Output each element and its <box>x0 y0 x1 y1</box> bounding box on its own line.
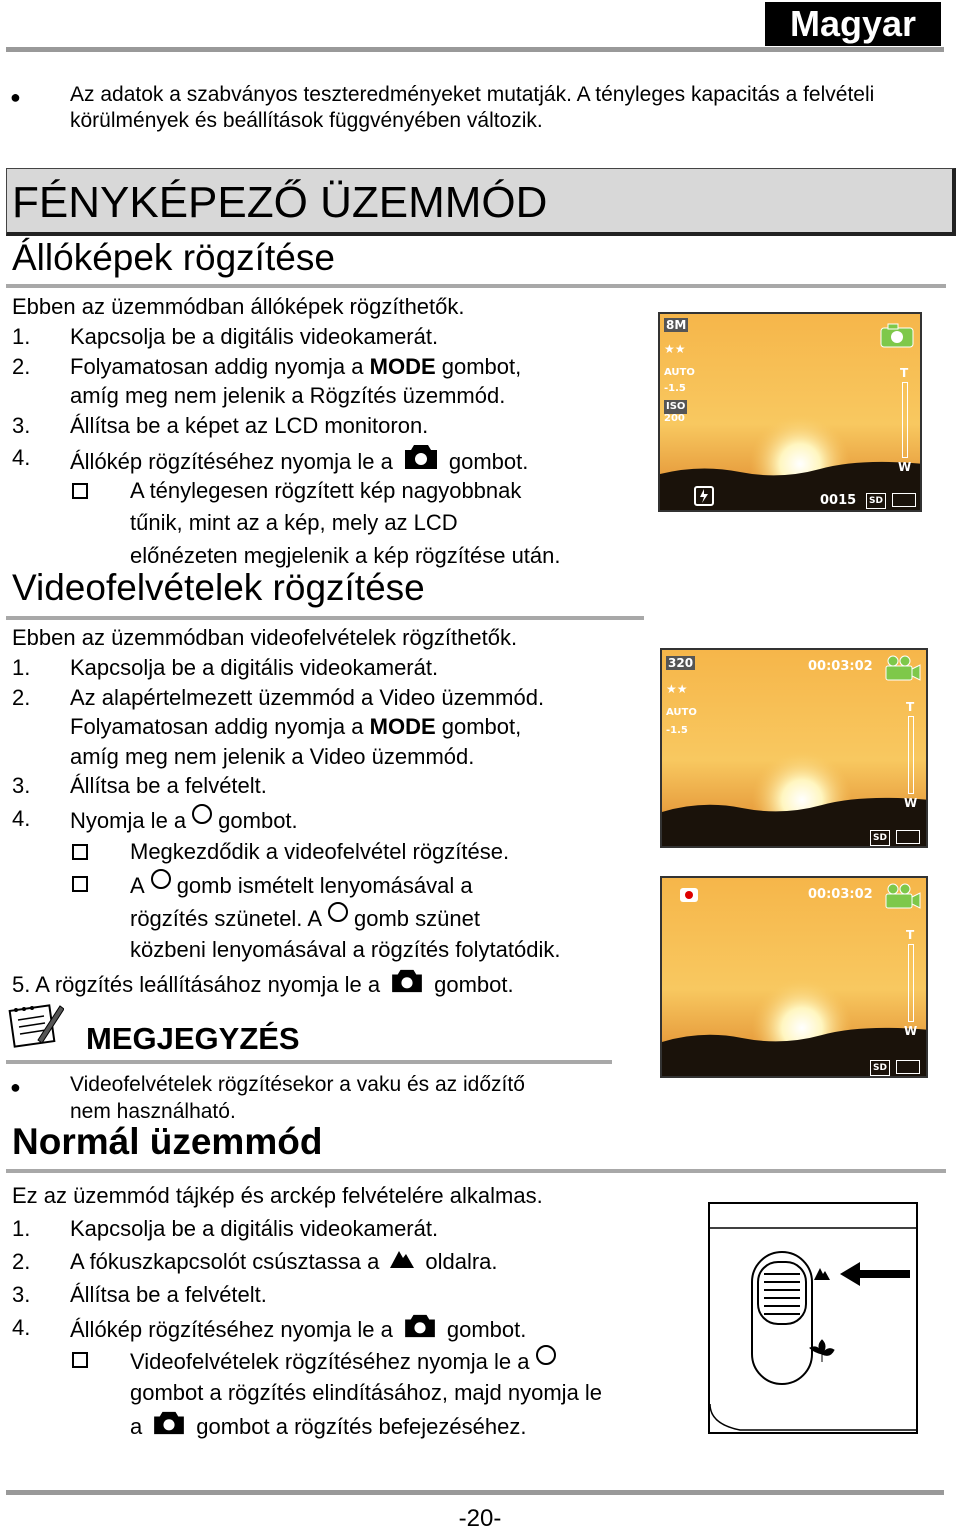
video-step2-line2: Folyamatosan addig nyomja a MODE gombot, <box>70 714 522 739</box>
normal-intro: Ez az üzemmód tájkép és arckép felvételére alkalmas. <box>12 1183 543 1208</box>
shot-counter: 0015 <box>820 493 857 508</box>
zoom-bar <box>908 944 914 1022</box>
zoom-bar <box>902 382 908 458</box>
flash-icon <box>694 486 714 506</box>
ev-indicator: -1.5 <box>666 725 688 736</box>
normal-note-line1: Videofelvételek rögzítéséhez nyomja le a <box>130 1345 562 1377</box>
record-indicator-icon <box>680 888 698 902</box>
sd-card-icon: SD <box>870 830 890 846</box>
camera-icon <box>152 1410 186 1444</box>
video-step2-line3: amíg meg nem jelenik a Video üzemmód. <box>70 744 475 769</box>
record-button-icon <box>192 804 212 824</box>
video-note1-box <box>72 837 88 867</box>
zoom-wide-label: W <box>898 460 912 474</box>
video-note2-box <box>72 869 88 899</box>
normal-step2-text: A fókuszkapcsolót csúsztassa a oldalra. <box>70 1247 498 1277</box>
video-note2-line1: A gomb ismételt lenyomásával a <box>130 869 473 901</box>
recording-time: 00:03:02 <box>808 887 873 902</box>
still-intro: Ebben az üzemmódban állóképek rögzíthetők. <box>12 294 465 319</box>
battery-icon <box>896 1060 920 1074</box>
lcd-video-recording-screenshot <box>660 876 928 1078</box>
still-step4-text: Állókép rögzítéséhez nyomja le a gombot. <box>70 443 528 479</box>
normal-note-line3: a gombot a rögzítés befejezéséhez. <box>130 1410 526 1444</box>
zoom-wide-label: W <box>904 1024 918 1038</box>
recording-time: 00:03:02 <box>808 659 873 674</box>
normal-note-line2: gombot a rögzítés elindításához, majd nyomja le <box>130 1380 603 1405</box>
normal-step1-text: Kapcsolja be a digitális videokamerát. <box>70 1216 439 1241</box>
bullet-dot: ● <box>10 87 21 107</box>
note-bullet-dot: ● <box>10 1077 21 1097</box>
video-note2-line2: rögzítés szünetel. A gomb szünet <box>130 902 480 934</box>
camera-icon <box>403 443 439 479</box>
video-step4-num: 4. <box>12 806 31 831</box>
camera-icon <box>390 968 424 1002</box>
footer-rule <box>6 1490 944 1495</box>
video-step1-num: 1. <box>12 655 31 680</box>
video-step2-text: Az alapértelmezett üzemmód a Video üzemmód. <box>70 685 545 710</box>
still-heading: Állóképek rögzítése <box>12 237 335 278</box>
note-pad-icon <box>8 1000 64 1050</box>
iso-value: 200 <box>664 413 685 424</box>
zoom-tele-label: T <box>900 366 909 380</box>
note-title: MEGJEGYZÉS <box>86 1021 300 1056</box>
page-number: -20- <box>458 1505 502 1532</box>
record-button-icon <box>536 1345 556 1365</box>
note-checkbox-icon <box>72 844 88 860</box>
zoom-tele-label: T <box>906 700 915 714</box>
note-line-2: nem használható. <box>70 1100 236 1123</box>
intro-line-1: Az adatok a szabványos teszteredményeket mutatják. A tényleges kapacitás a felvételi <box>70 83 875 106</box>
resolution-indicator: 8M <box>666 318 687 332</box>
still-note-1: A ténylegesen rögzített kép nagyobbnak <box>130 478 522 503</box>
iso-label: ISO <box>666 401 686 412</box>
video-note2-line3: közbeni lenyomásával a rögzítés folytatódik. <box>130 937 561 962</box>
normal-step3-text: Állítsa be a felvételt. <box>70 1282 267 1307</box>
normal-step2-num: 2. <box>12 1249 31 1274</box>
still-step4-num: 4. <box>12 445 31 470</box>
video-step3-num: 3. <box>12 773 31 798</box>
language-tab: Magyar <box>765 2 941 46</box>
scene-indicator: AUTO <box>664 367 695 378</box>
focus-switch-diagram <box>708 1202 918 1434</box>
battery-icon <box>892 493 916 507</box>
video-note1: Megkezdődik a videofelvétel rögzítése. <box>130 839 510 864</box>
normal-step3-num: 3. <box>12 1282 31 1307</box>
scene-indicator: AUTO <box>666 707 697 718</box>
video-step2-num: 2. <box>12 685 31 710</box>
video-step1-text: Kapcsolja be a digitális videokamerát. <box>70 655 439 680</box>
record-button-icon <box>151 869 171 889</box>
video-resolution-indicator: 320 <box>668 656 694 670</box>
camera-icon <box>403 1313 437 1347</box>
still-step1-num: 1. <box>12 324 31 349</box>
video-step3-text: Állítsa be a felvételt. <box>70 773 267 798</box>
normal-step1-num: 1. <box>12 1216 31 1241</box>
normal-step4-num: 4. <box>12 1315 31 1340</box>
still-step2-text: Folyamatosan addig nyomja a MODE gombot, <box>70 354 522 379</box>
camera-mode-icon <box>880 322 914 348</box>
quality-stars: ★★ <box>666 682 688 696</box>
still-step2-line2: amíg meg nem jelenik a Rögzítés üzemmód. <box>70 383 506 408</box>
still-note-3: előnézeten megjelenik a kép rögzítése után. <box>130 543 561 568</box>
lcd-video-mode-screenshot <box>660 648 928 848</box>
normal-heading: Normál üzemmód <box>12 1121 323 1162</box>
header-rule <box>6 47 944 52</box>
record-button-icon <box>328 902 348 922</box>
zoom-bar <box>908 716 914 794</box>
sd-card-icon: SD <box>870 1060 890 1076</box>
still-step3-num: 3. <box>12 413 31 438</box>
still-note-2: tűnik, mint az a kép, mely az LCD <box>130 510 458 535</box>
ev-indicator: -1.5 <box>664 383 686 394</box>
video-rule <box>6 616 644 620</box>
normal-note-box <box>72 1345 88 1375</box>
normal-step4-text: Állókép rögzítéséhez nyomja le a gombot. <box>70 1313 526 1347</box>
video-intro: Ebben az üzemmódban videofelvételek rögzíthetők. <box>12 625 518 650</box>
battery-icon <box>896 830 920 844</box>
video-camera-icon <box>884 882 922 910</box>
zoom-wide-label: W <box>904 796 918 810</box>
zoom-tele-label: T <box>906 928 915 942</box>
video-step5: 5. A rögzítés leállításához nyomja le a gombot. <box>12 968 514 1002</box>
normal-rule <box>6 1169 946 1173</box>
lcd-photo-mode-screenshot <box>658 312 922 512</box>
still-step1-text: Kapcsolja be a digitális videokamerát. <box>70 324 439 349</box>
note-checkbox-icon <box>72 1352 88 1368</box>
sd-card-icon: SD <box>866 493 886 509</box>
note-checkbox-icon <box>72 483 88 499</box>
note-line-1: Videofelvételek rögzítésekor a vaku és az időzítő <box>70 1073 525 1096</box>
note-rule <box>6 1060 612 1064</box>
video-camera-icon <box>884 654 922 682</box>
quality-stars: ★★ <box>664 342 686 356</box>
intro-line-2: körülmények és beállítások függvényében változik. <box>70 109 543 132</box>
still-step2-num: 2. <box>12 354 31 379</box>
section-title: FÉNYKÉPEZŐ ÜZEMMÓD <box>12 178 548 227</box>
note-checkbox-icon <box>72 876 88 892</box>
still-step3-text: Állítsa be a képet az LCD monitoron. <box>70 413 429 438</box>
still-rule <box>6 284 946 288</box>
video-heading: Videofelvételek rögzítése <box>12 567 425 608</box>
still-note-line1 <box>72 476 88 506</box>
mountain-icon <box>389 1247 415 1277</box>
video-step4-text: Nyomja le a gombot. <box>70 804 298 836</box>
